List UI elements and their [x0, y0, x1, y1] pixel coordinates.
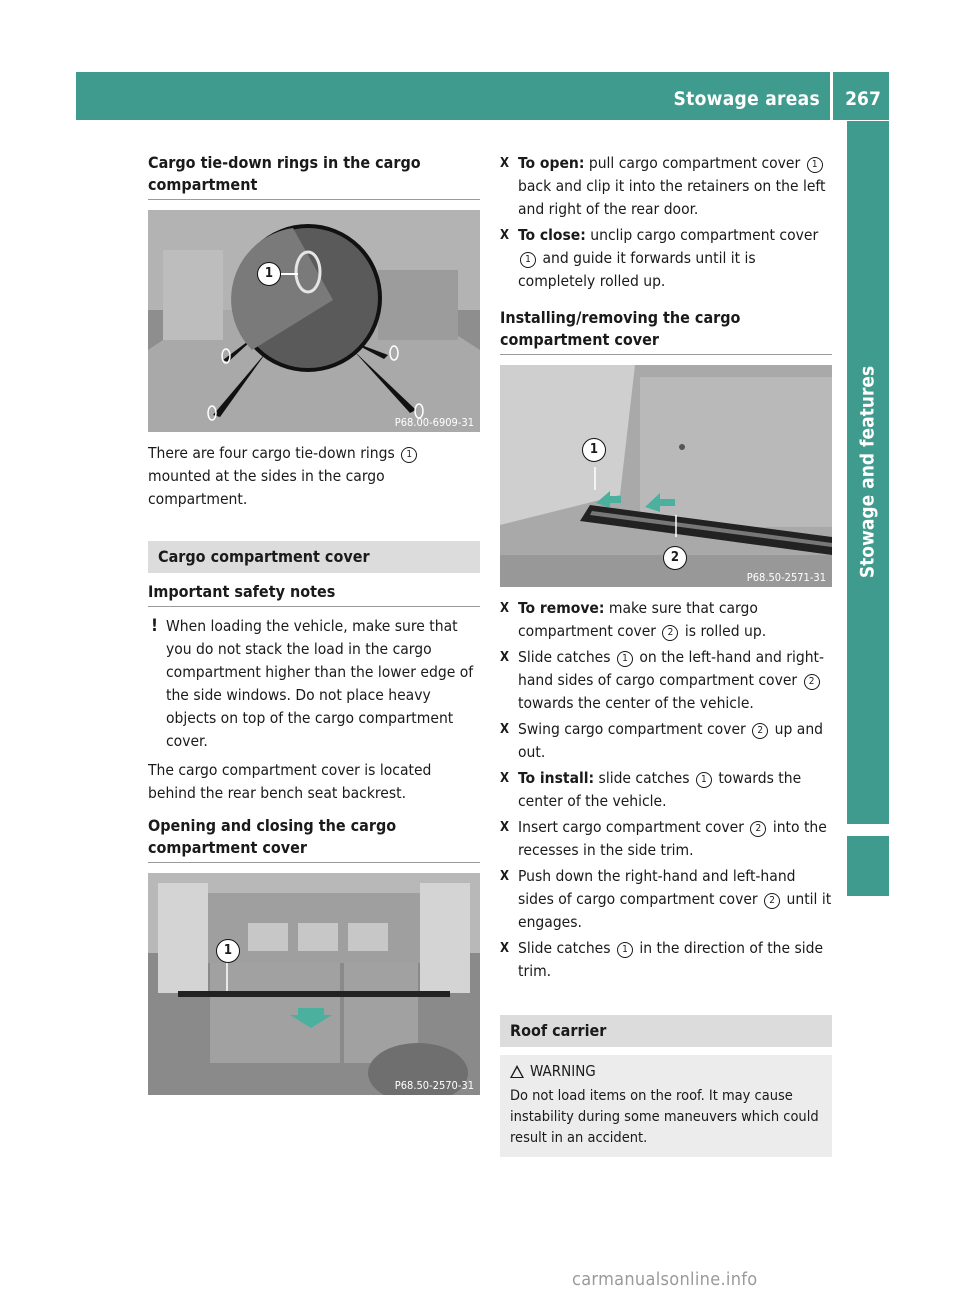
cargo-cover-illustration [148, 873, 480, 1095]
roof-carrier-band: Roof carrier [500, 1015, 832, 1047]
callout-marker: 1 [696, 772, 712, 788]
site-watermark: carmanualsonline.info [572, 1269, 758, 1290]
chapter-side-marker [847, 836, 889, 896]
callout-marker: 1 [617, 651, 633, 667]
left-column [148, 152, 480, 1095]
warning-text: Do not load items on the roof. It may cause instability during some maneuvers which could result in an accident. [510, 1088, 819, 1146]
page-title: Stowage areas [673, 88, 820, 110]
right-column [500, 152, 832, 1157]
step-open: X To open: pull cargo compartment cover 1 back and clip it into the retainers on the left and right of the rear door. [500, 152, 832, 221]
callout-marker: 1 [401, 447, 417, 463]
warning-triangle-icon [510, 1065, 524, 1078]
image-code: P68.00-6909-31 [394, 416, 474, 429]
step-push: X Push down the right-hand and left-hand sides of cargo compartment cover 2 until it engages. [500, 865, 832, 934]
cargo-cover-photo [148, 873, 480, 1095]
cargo-cover-band: Cargo compartment cover [148, 541, 480, 573]
install-cover-photo [500, 365, 832, 587]
chapter-side-label: Stowage and features [856, 365, 879, 579]
tiedown-heading: Cargo tie-down rings in the cargo compartment [148, 152, 480, 200]
callout-marker: 1 [617, 942, 633, 958]
callout-marker: 2 [662, 625, 678, 641]
header-separator [830, 72, 833, 120]
warning-box [500, 1055, 832, 1157]
callout-marker: 2 [750, 821, 766, 837]
tiedown-rings-illustration [148, 210, 480, 432]
step-close: X To close: unclip cargo compartment cover 1 and guide it forwards until it is completely rolled up. [500, 224, 832, 293]
warning-header: WARNING [510, 1061, 822, 1082]
callout-2: 2 [663, 546, 687, 570]
callout-marker: 2 [804, 674, 820, 690]
step-slide-back: X Slide catches 1 in the direction of the side trim. [500, 937, 832, 983]
callout-marker: 1 [807, 157, 823, 173]
safety-note: ! When loading the vehicle, make sure that you do not stack the load in the cargo compartment higher than the lower edge of the side windows. Do not place heavy objects on top of the cargo compartment cover. [148, 615, 480, 753]
step-install: X To install: slide catches 1 towards the center of the vehicle. [500, 767, 832, 813]
open-close-heading: Opening and closing the cargo compartment cover [148, 815, 480, 863]
page-number: 267 [845, 88, 881, 110]
safety-notes-heading: Important safety notes [148, 581, 480, 607]
callout-1: 1 [582, 438, 606, 462]
tiedown-rings-photo [148, 210, 480, 432]
step-slide-catches: X Slide catches 1 on the left-hand and right-hand sides of cargo compartment cover 2 towards the center of the vehicle. [500, 646, 832, 715]
image-code: P68.50-2570-31 [394, 1079, 474, 1092]
callout-marker: 1 [520, 252, 536, 268]
step-remove: X To remove: make sure that cargo compartment cover 2 is rolled up. [500, 597, 832, 643]
callout-1: 1 [257, 262, 281, 286]
cover-location-text: The cargo compartment cover is located behind the rear bench seat backrest. [148, 761, 432, 802]
image-code: P68.50-2571-31 [746, 571, 826, 584]
callout-marker: 2 [752, 723, 768, 739]
callout-marker: 2 [764, 893, 780, 909]
tiedown-description: There are four cargo tie-down rings 1 mounted at the sides in the cargo compartment. [148, 442, 480, 511]
step-insert: X Insert cargo compartment cover 2 into the recesses in the side trim. [500, 816, 832, 862]
callout-1: 1 [216, 939, 240, 963]
step-swing: X Swing cargo compartment cover 2 up and out. [500, 718, 832, 764]
install-remove-heading: Installing/removing the cargo compartment cover [500, 307, 832, 355]
